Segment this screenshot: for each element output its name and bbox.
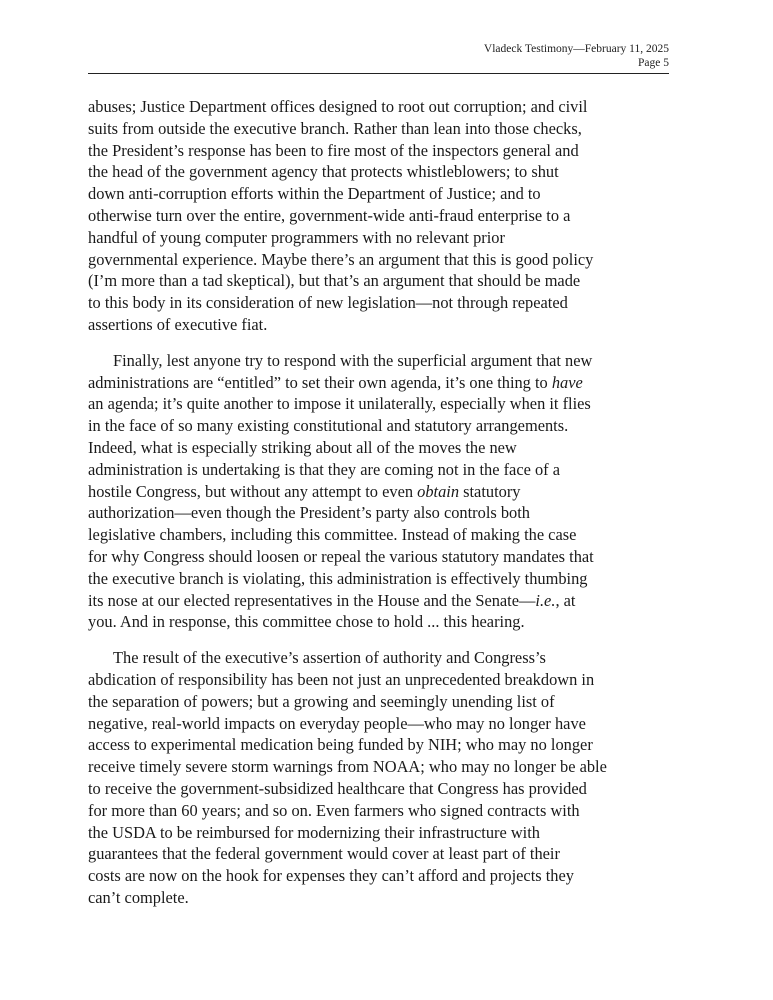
text-line: the head of the government agency that protects whistleblowers; to shut (88, 162, 559, 182)
text-line: assertions of executive fiat. (88, 314, 268, 334)
text-line: Indeed, what is especially striking about all of the moves the new (88, 437, 517, 457)
text-line: the separation of powers; but a growing and seemingly unending list of (88, 691, 555, 711)
text-line: the President’s response has been to fire most of the inspectors general and (88, 140, 579, 160)
text-line: in the face of so many existing constitutional and statutory arrangements. (88, 416, 569, 436)
text-line: abuses; Justice Department offices designed to root out corruption; and civil (88, 97, 588, 116)
emphasis-text: i.e. (535, 590, 556, 610)
page-header (88, 42, 669, 70)
text-line (88, 590, 688, 612)
text-line: Finally, lest anyone try to respond with the superficial argument that new (113, 350, 593, 370)
text-segment: , at (555, 590, 576, 610)
text-line: an agenda; it’s quite another to impose it unilaterally, especially when it flies (88, 394, 591, 414)
header-page-number: Page 5 (638, 57, 669, 69)
text-line: The result of the executive’s assertion of authority and Congress’s (113, 648, 546, 668)
emphasis-text: have (551, 372, 583, 392)
text-line: the USDA to be reimbursed for modernizing their infrastructure with (88, 822, 540, 842)
text-line: receive timely severe storm warnings from NOAA; who may no longer be able (88, 757, 607, 777)
text-line: authorization—even though the President’s party also controls both (88, 503, 531, 523)
text-line: to this body in its consideration of new legislation—not through repeated (88, 293, 568, 313)
text-segment: hostile Congress, but without any attempt to even (88, 481, 418, 501)
text-line: to receive the government-subsidized healthcare that Congress has provided (88, 778, 587, 798)
text-line: governmental experience. Maybe there’s an argument that this is good policy (88, 249, 594, 269)
text-line (88, 481, 688, 503)
text-line: access to experimental medication being funded by NIH; who may no longer (88, 735, 593, 755)
text-line: (I’m more than a tad skeptical), but that’s an argument that should be made (88, 271, 581, 291)
emphasis-text: obtain (417, 481, 460, 501)
header-title: Vladeck Testimony—February 11, 2025 (483, 43, 669, 55)
paragraph-1 (88, 96, 688, 336)
text-line: handful of young computer programmers with no relevant prior (88, 227, 505, 247)
text-line (88, 372, 688, 394)
text-line: down anti-corruption efforts within the Department of Justice; and to (88, 184, 541, 204)
text-line: negative, real-world impacts on everyday people—who may no longer have (88, 713, 586, 733)
text-line: otherwise turn over the entire, government-wide anti-fraud enterprise to a (88, 205, 571, 225)
text-line: costs are now on the hook for expenses they can’t afford and projects they (88, 866, 574, 886)
paragraph-3 (88, 647, 688, 909)
text-line: administration is undertaking is that they are coming not in the face of a (88, 459, 561, 479)
text-line: abdication of responsibility has been not just an unprecedented breakdown in (88, 669, 595, 689)
text-line: suits from outside the executive branch. Rather than lean into those checks, (88, 118, 582, 138)
text-line: for more than 60 years; and so on. Even farmers who signed contracts with (88, 800, 580, 820)
text-line: you. And in response, this committee chose to hold ... this hearing. (88, 612, 525, 632)
header-divider (88, 73, 669, 74)
text-line: for why Congress should loosen or repeal the various statutory mandates that (88, 546, 594, 566)
text-line: guarantees that the federal government would cover at least part of their (88, 844, 560, 864)
text-line: can’t complete. (88, 887, 189, 907)
text-segment: administrations are “entitled” to set their own agenda, it’s one thing to (88, 372, 552, 392)
document-body (88, 96, 688, 923)
text-segment: its nose at our elected representatives in the House and the Senate— (88, 590, 536, 610)
text-line: the executive branch is violating, this administration is effectively thumbing (88, 568, 588, 588)
paragraph-2 (88, 350, 688, 633)
text-segment: statutory (459, 481, 521, 501)
text-line: legislative chambers, including this committee. Instead of making the case (88, 525, 577, 545)
